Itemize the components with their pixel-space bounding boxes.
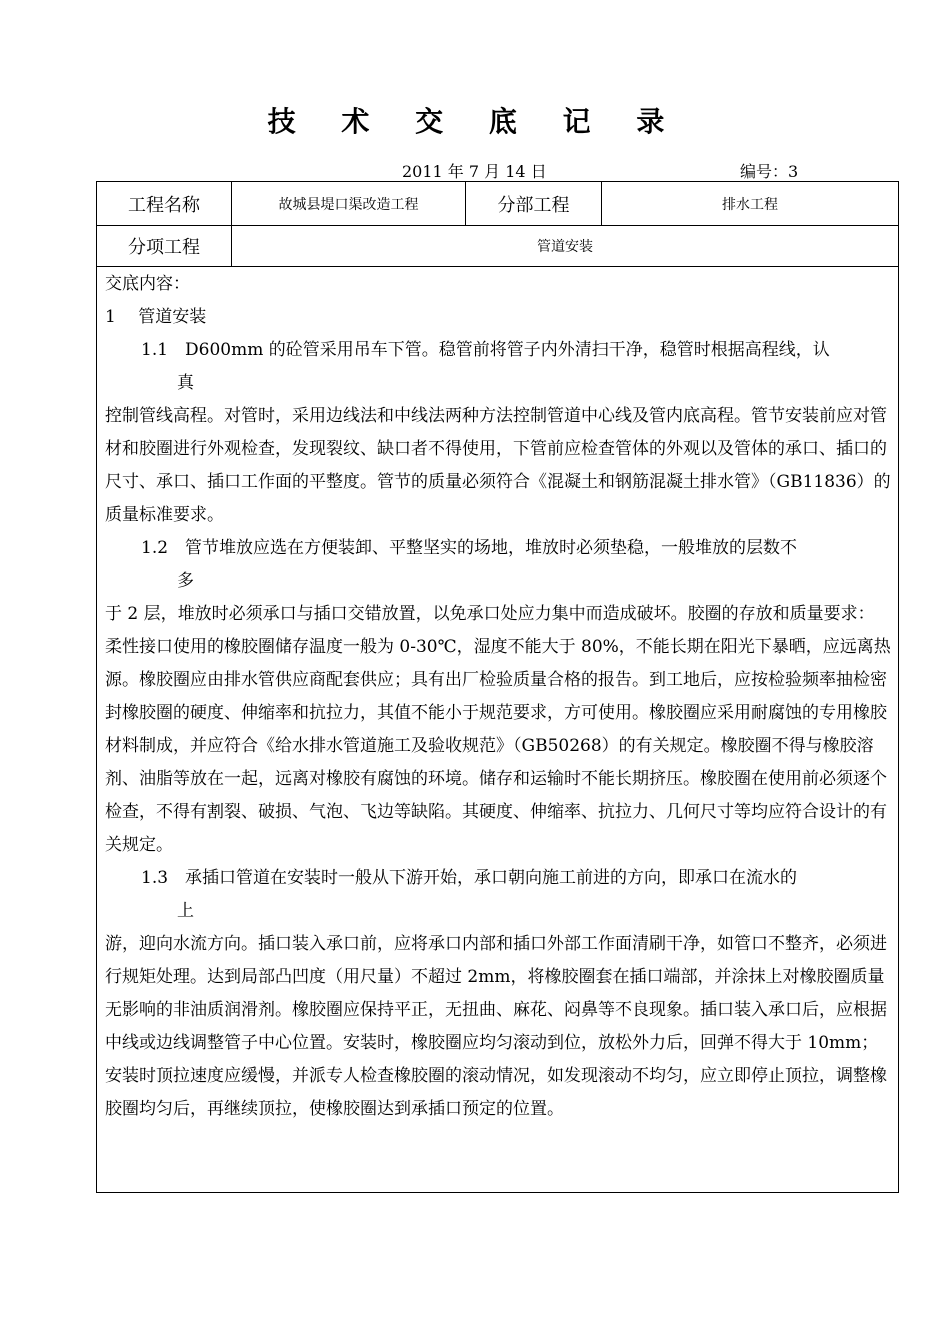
section-heading: 1 管道安装: [105, 307, 207, 327]
project-name-label: 工程名称: [128, 194, 200, 216]
record-number: 编号：3: [740, 162, 799, 181]
paragraph-1-1-wrap: 真: [177, 373, 194, 393]
paragraph-1-1-first-line: 1.1 D600mm 的砼管采用吊车下管。稳管前将管子内外清扫干净，稳管时根据高程线，认: [141, 340, 830, 360]
project-name-value: 故城县堤口渠改造工程: [278, 196, 419, 213]
row-divider: [97, 266, 898, 267]
paragraph-1-2-wrap: 多: [177, 571, 194, 591]
paragraph-1-1-body: 控制管线高程。对管时，采用边线法和中线法两种方法控制管道中心线及管内底高程。管节安装前应对管材和胶圈进行外观检查，发现裂纹、缺口者不得使用，下管前应检查管体的外观以及管体的承口、插口的尺寸、承口、插口工作面的平整度。管节的质量必须符合《混凝土和钢筋混凝土排水管》（GB11836）的质量标准要求。: [105, 406, 891, 525]
paragraph-1-3-wrap: 上: [177, 901, 194, 921]
subitem-label: 分项工程: [128, 237, 200, 258]
content-heading: 交底内容：: [105, 274, 190, 294]
division-label: 分部工程: [497, 194, 570, 216]
paragraph-1-3-first-line: 1.3 承插口管道在安装时一般从下游开始，承口朝向施工前进的方向，即承口在流水的: [141, 868, 798, 888]
record-date: 2011 年 7 月 14 日: [402, 162, 547, 181]
paragraph-1-2-first-line: 1.2 管节堆放应选在方便装卸、平整坚实的场地，堆放时必须垫稳，一般堆放的层数不: [141, 538, 798, 558]
paragraph-1-2-body: 于 2 层，堆放时必须承口与插口交错放置，以免承口处应力集中而造成破坏。胶圈的存放和质量要求：柔性接口使用的橡胶圈储存温度一般为 0-30℃，湿度不能大于 80%，不能长期在阳光下暴晒，应远离热源。橡胶圈应由排水管供应商配套供应；具有出厂检验质量合格的报告。到工地后，应按检验频率抽检密封橡胶圈的硬度、伸缩率和抗拉力，其值不能小于规范要求，方可使用。橡胶圈应采用耐腐蚀的专用橡胶材料制成，并应符合《给水排水管道施工及验收规范》（GB50268）的有关规定。橡胶圈不得与橡胶溶剂、油脂等放在一起，远离对橡胶有腐蚀的环境。储存和运输时不能长期挤压。橡胶圈在使用前必须逐个检查，不得有割裂、破损、气泡、飞边等缺陷。其硬度、伸缩率、抗拉力、几何尺寸等均应符合设计的有关规定。: [105, 604, 891, 855]
record-table: [96, 181, 899, 1193]
division-value: 排水工程: [722, 196, 778, 213]
subitem-value: 管道安装: [537, 239, 593, 255]
document-title: 技 术 交 底 记 录: [267, 105, 683, 138]
paragraph-1-3-body: 游，迎向水流方向。插口装入承口前，应将承口内部和插口外部工作面清刷干净，如管口不整齐，必须进行规矩处理。达到局部凸凹度（用尺量）不超过 2mm，将橡胶圈套在插口端部，并涂抹上对橡胶圈质量无影响的非油质润滑剂。橡胶圈应保持平正，无扭曲、麻花、闷鼻等不良现象。插口装入承口后，应根据中线或边线调整管子中心位置。安装时，橡胶圈应均匀滚动到位，放松外力后，回弹不得大于 10mm；安装时顶拉速度应缓慢，并派专人检查橡胶圈的滚动情况，如发现滚动不均匀，应立即停止顶拉，调整橡胶圈均匀后，再继续顶拉，使橡胶圈达到承插口预定的位置。: [105, 934, 887, 1119]
disclosure-content: [105, 268, 891, 1126]
